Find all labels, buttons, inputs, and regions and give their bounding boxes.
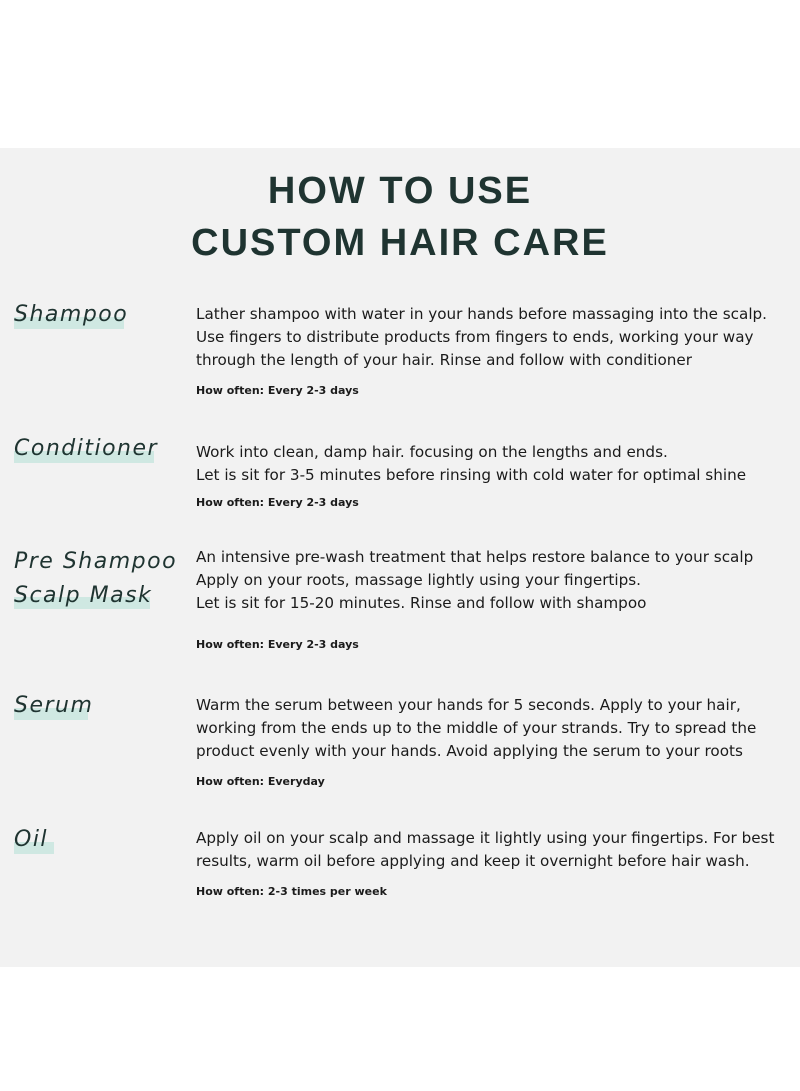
- section-label-conditioner: [14, 432, 158, 466]
- desc-line: Apply oil on your scalp and massage it lightly using your fingertips. For best: [196, 829, 775, 847]
- section-label-conditioner-text: Conditioner: [14, 436, 159, 461]
- desc-line: working from the ends up to the middle of your strands. Try to spread the: [196, 719, 757, 737]
- section-label-scalp-mask-line2: Scalp Mask: [14, 583, 153, 608]
- desc-line: Let is sit for 15-20 minutes. Rinse and follow with shampoo: [196, 594, 647, 612]
- desc-line: results, warm oil before applying and keep it overnight before hair wash.: [196, 852, 750, 870]
- desc-line: Work into clean, damp hair. focusing on the lengths and ends.: [196, 443, 668, 461]
- desc-line: Apply on your roots, massage lightly using your fingertips.: [196, 571, 641, 589]
- desc-line: Use fingers to distribute products from fingers to ends, working your way: [196, 328, 754, 346]
- section-label-serum-text: Serum: [14, 693, 94, 718]
- page-title-line1: HOW TO USE: [267, 170, 533, 212]
- section-label-shampoo: [14, 298, 128, 332]
- how-often-scalp-mask: How often: Every 2-3 days: [196, 638, 359, 651]
- section-label-serum: [14, 689, 93, 723]
- desc-line: Let is sit for 3-5 minutes before rinsing with cold water for optimal shine: [196, 466, 747, 484]
- section-desc-shampoo: [196, 303, 796, 372]
- section-label-oil: [14, 823, 48, 857]
- section-desc-serum: [196, 694, 796, 763]
- section-label-oil-text: Oil: [14, 827, 49, 852]
- how-often-conditioner: How often: Every 2-3 days: [196, 496, 359, 509]
- how-often-shampoo: How often: Every 2-3 days: [196, 384, 359, 397]
- page-title-line2: [0, 222, 800, 265]
- desc-line: product evenly with your hands. Avoid applying the serum to your roots: [196, 742, 743, 760]
- how-often-oil: How often: 2-3 times per week: [196, 885, 387, 898]
- section-label-scalp-mask-line1: Pre Shampoo: [14, 549, 178, 574]
- desc-line: through the length of your hair. Rinse and follow with conditioner: [196, 351, 692, 369]
- section-desc-oil: [196, 827, 796, 873]
- desc-line: An intensive pre-wash treatment that helps restore balance to your scalp: [196, 548, 754, 566]
- section-label-shampoo-text: Shampoo: [14, 302, 129, 327]
- desc-line: Warm the serum between your hands for 5 seconds. Apply to your hair,: [196, 696, 741, 714]
- section-desc-scalp-mask: [196, 546, 796, 615]
- how-often-serum: How often: Everyday: [196, 775, 325, 788]
- page-title-line2-text: CUSTOM HAIR CARE: [187, 222, 613, 265]
- section-desc-conditioner: [196, 441, 796, 487]
- desc-line: Lather shampoo with water in your hands before massaging into the scalp.: [196, 305, 768, 323]
- section-label-scalp-mask: [14, 545, 177, 613]
